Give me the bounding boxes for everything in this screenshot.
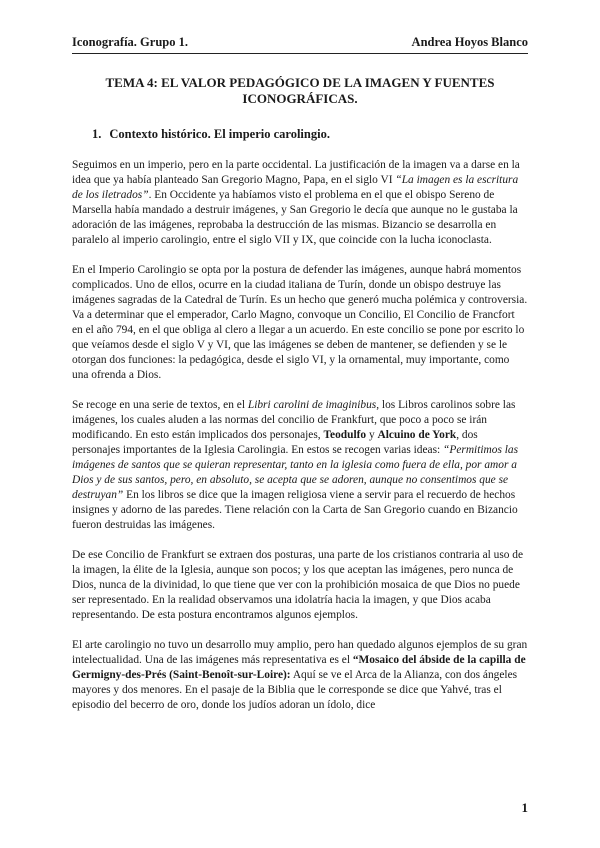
header-rule: [72, 53, 528, 54]
paragraph-3-text-d: En los libros se dice que la imagen religiosa viene a servir para el recuerdo de hechos insignes y adorno de las paredes. Tiene relación con la Carta de San Gregorio cuando en Bizancio fueron destruidas las imágenes.: [72, 489, 518, 531]
paragraph-5-text-a: El arte carolingio no tuvo un desarrollo muy amplio, pero han quedado algunos ejemplos de su gran intelectualidad. Una de las imágenes más representativa es el: [72, 639, 528, 666]
paragraph-5-text-b: Aquí se ve el Arca de la Alianza, con dos ángeles mayores y dos menores. En el pasaje de la Biblia que le corresponde se dice que Yahvé, tras el episodio del becerro de oro, donde los judíos adoran un ídolo, dice: [72, 669, 518, 711]
paragraph-1-text-b: . En Occidente ya habíamos visto el problema en el que el obispo Sereno de Marsella había mandado a destruir imágenes, y San Gregorio le decía que aunque no le gustaba la adoración de las imágenes, reprobaba la destrucción de las mismas. Bizancio se desarrolla en paralelo al imperio carolingio, entre el siglo VII y IX, que coincide con la lucha iconoclasta.: [72, 189, 518, 246]
title-line-1: TEMA 4: EL VALOR PEDAGÓGICO DE LA IMAGEN Y FUENTES: [105, 75, 495, 90]
paragraph-5: [72, 638, 528, 713]
page-number: 1: [521, 800, 528, 815]
paragraph-1-text-a: Seguimos en un imperio, pero en la parte occidental. La justificación de la imagen va a darse en la idea que ya había planteado San Gregorio Magno, Papa, en el siglo VI: [72, 159, 520, 186]
title-line-2: ICONOGRÁFICAS.: [242, 91, 358, 106]
paragraph-3-text-a: Se recoge en una serie de textos, en el: [72, 399, 248, 411]
section-title: Contexto histórico. El imperio carolingio.: [109, 127, 330, 141]
page-header: [72, 35, 528, 53]
paragraph-2: En el Imperio Carolingio se opta por la postura de defender las imágenes, aunque habrá momentos complicados. Uno de ellos, ocurre en la ciudad italiana de Turín, donde un obispo destruye las imágenes sagradas de la Catedral de Turín. Es un hecho que generó mucha polémica y controversia. Va a determinar que el emperador, Carlo Magno, convoque un Concilio, El Concilio de Francfort en el año 794, en el que obliga al clero a llegar a un acuerdo. En este concilio se pone por escrito lo que veíamos desde el siglo V y VI, que las imágenes se deben de mantener, se defienden y se le otorgan dos funciones: la pedagógica, desde el siglo VI, y la ornamental, muy importante, como una ofrenda a Dios.: [72, 264, 528, 381]
document-body: [72, 158, 528, 728]
alcuino-name: Alcuino de York: [377, 429, 457, 441]
paragraph-3-conjunction: y: [366, 429, 378, 441]
paragraph-3: [72, 398, 528, 533]
paragraph-3-text-c: , dos personajes importantes de la Iglesia Carolingia. En estos se recogen varias ideas:: [72, 429, 478, 456]
paragraph-1: [72, 158, 528, 248]
libri-carolini-title: Libri carolini de imaginibus: [247, 399, 377, 411]
paragraph-4: De ese Concilio de Frankfurt se extraen dos posturas, una parte de los cristianos contraria al uso de la imagen, la élite de la Iglesia, aunque son pocos; y los que aceptan las imágenes, pero nunca de Dios, nunca de la divinidad, lo que tiene que ver con la prohibición mosaica de que Dios no puede ser representado. En la realidad observamos una idolatría hacia la imagen, y que Dios acaba representando. De esta postura encontramos algunos ejemplos.: [72, 549, 524, 621]
mosaic-title: “Mosaico del ábside de la capilla de Germigny-des-Prés (Saint-Benoît-sur-Loire):: [72, 654, 526, 681]
section-number: 1.: [92, 127, 102, 141]
header-author: Andrea Hoyos Blanco: [411, 35, 528, 49]
gregorio-quote: “La imagen es la escritura de los iletrados”: [72, 174, 519, 201]
teodulfo-name: Teodulfo: [323, 429, 367, 441]
section-heading: [92, 127, 330, 142]
header-course: Iconografía. Grupo 1.: [72, 35, 188, 49]
document-title: [72, 75, 528, 107]
libri-quote: “Permitimos las imágenes de santos que se quieran representar, tanto en la iglesia como fuera de ella, por amor a Dios y de sus santos, pero, en absoluto, se acepta que se adoren, aunque no consentimos que se destruyan”: [72, 444, 519, 501]
paragraph-3-text-b: , los Libros carolinos sobre las imágenes, los cuales aluden a las normas del concilio de Frankfurt, que poco a poco se irán modificando. En esto están implicados dos personajes,: [72, 399, 516, 441]
